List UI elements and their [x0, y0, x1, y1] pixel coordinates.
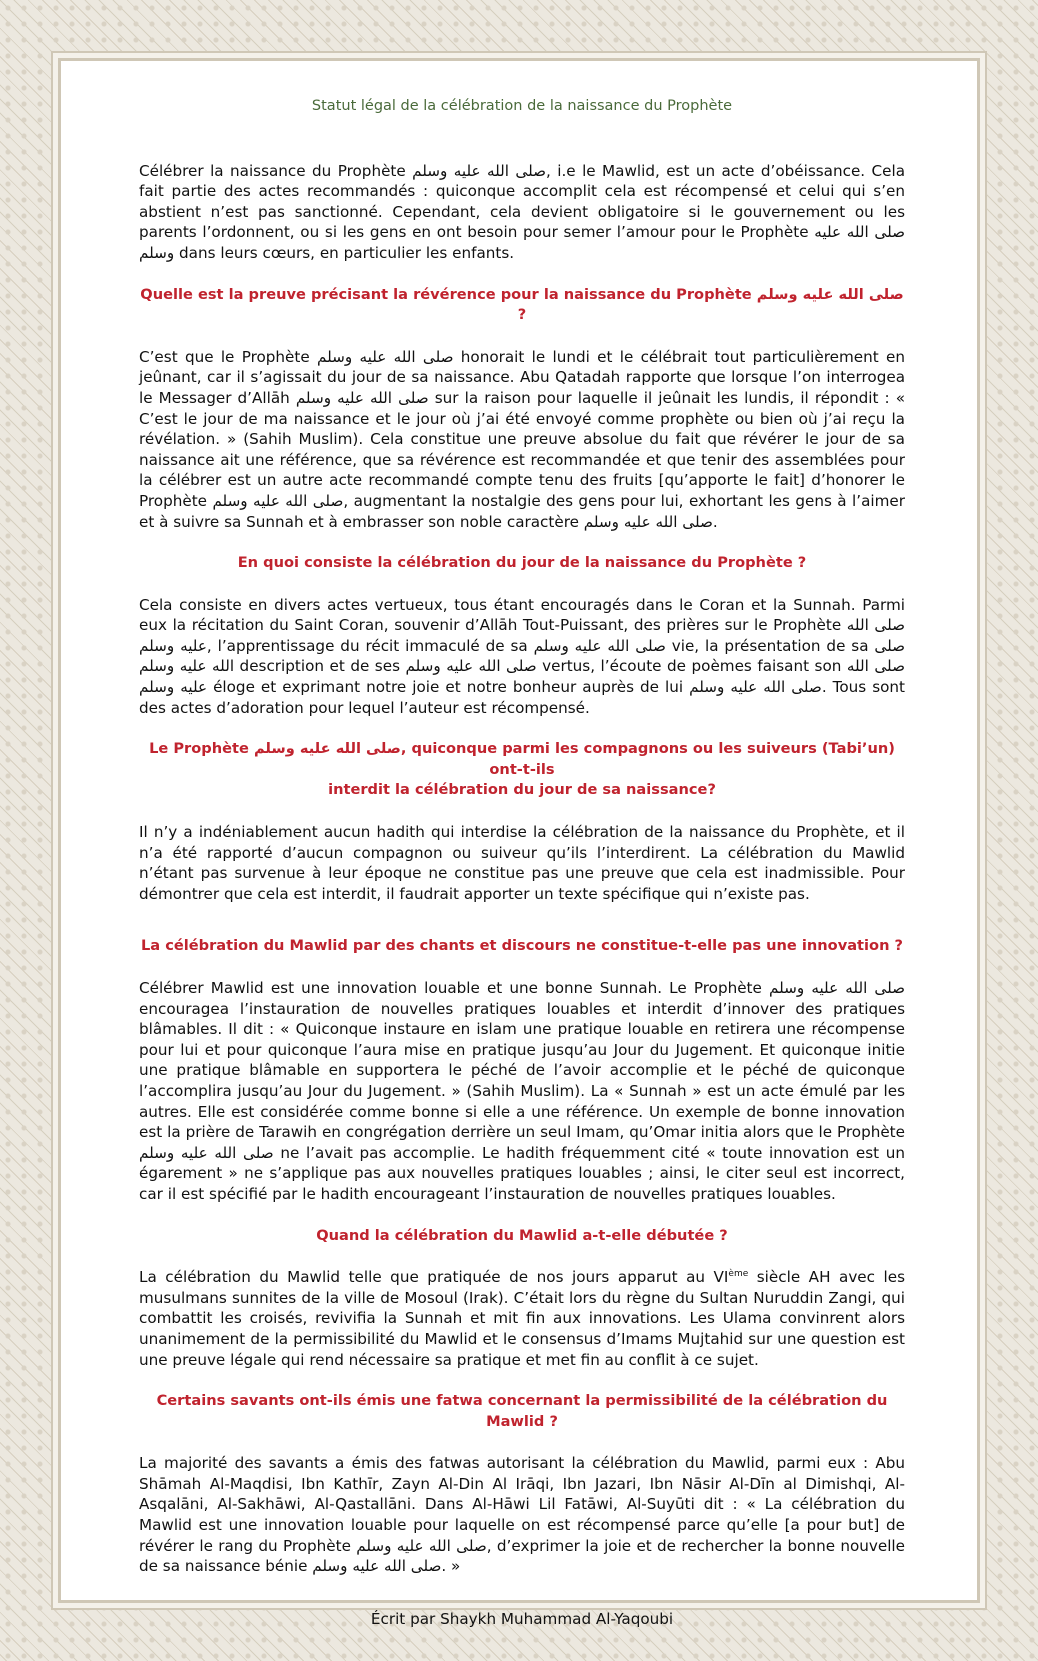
paragraph-no-prohibition: Il n’y a indéniablement aucun hadith qui interdise la célébration de la naissance du Prophète, et il n’a été rapporté d’aucun compagnon ou suiveur qu’ils l’interdirent. La célébration du Mawlid n’étant pas survenue à leur époque ne constitue pas une preuve que cela est inadmissible. Pour démontrer que cela est interdit, il faudrait apporter un texte spécifique qui n’existe pas. [139, 823, 905, 903]
question-heading-3-line1: Le Prophète صلى الله عليه وسلم, quiconque parmi les compagnons ou les suiveurs (Tabi’un) ont-t-ils [149, 740, 895, 778]
question-heading-1: Quelle est la preuve précisant la révérence pour la naissance du Prophète صلى الله عليه وسلم ? [140, 285, 904, 324]
document-body [139, 96, 905, 1629]
paragraph-intro: Célébrer la naissance du Prophète صلى الله عليه وسلم, i.e le Mawlid, est un acte d’obéissance. Cela fait partie des actes recommandés : quiconque accomplit cela est récompensé et celui qui s’en abstient n’est pas sanctionné. Cependant, cela devient obligatoire si le gouvernement ou les parents l’ordonnent, ou si les gens en ont besoin pour semer l’amour pour le Prophète صلى الله عليه وسلم dans leurs cœurs, en particulier les enfants. [139, 161, 906, 262]
question-heading-5: Quand la célébration du Mawlid a-t-elle débutée ? [316, 1226, 728, 1244]
author-signature: Écrit par Shaykh Muhammad Al-Yaqoubi [370, 1609, 674, 1628]
paragraph-fatwas: La majorité des savants a émis des fatwas autorisant la célébration du Mawlid, parmi eux : Abu Shāmah Al-Maqdisi, Ibn Kathīr, Zayn Al-Din Al Irāqi, Ibn Jazari, Ibn Nāsir Al-Dīn al Dimishqi, Al-Asqalāni, Al-Sakhāwi, Al-Qastallāni. Dans Al-Hāwi Lil Fatāwi, Al-Suyūti dit : « La célébration du Mawlid est une innovation louable pour laquelle on est récompensé parce qu’elle [a pour but] de révérer le rang du Prophète صلى الله عليه وسلم, d’exprimer la joie et de rechercher la bonne nouvelle de sa naissance bénie صلى الله عليه وسلم. » [139, 1454, 905, 1576]
paragraph-history [139, 1267, 905, 1370]
history-text-start: La célébration du Mawlid telle que pratiquée de nos jours apparut au VI [139, 1268, 729, 1287]
question-heading-3-line2: interdit la célébration du jour de sa naissance? [328, 781, 716, 799]
question-heading-3 [139, 739, 905, 801]
history-text-end: siècle AH avec les musulmans sunnites de la ville de Mosoul (Irak). C’était lors du règne du Sultan Nuruddin Zangi, qui combattit les croisés, revivifia la Sunnah et mit fin aux innovations. Les Ulama convinrent alors unanimement de la permissibilité du Mawlid et le consensus d’Imams Mujtahid sur une question est une preuve légale qui rend nécessaire sa pratique et met fin au conflit à ce sujet. [139, 1268, 906, 1369]
paragraph-innovation: Célébrer Mawlid est une innovation louable et une bonne Sunnah. Le Prophète صلى الله عليه وسلم encouragea l’instauration de nouvelles pratiques louables et interdit d’innover des pratiques blâmables. Il dit : « Quiconque instaure en islam une pratique louable en retirera une récompense pour lui et pour quiconque l’aura mise en pratique jusqu’au Jour du Jugement. Et quiconque initie une pratique blâmable en supportera le péché de l’avoir accomplie et le péché de quiconque l’accomplira jusqu’au Jour du Jugement. » (Sahih Muslim). La « Sunnah » est un acte émulé par les autres. Elle est considérée comme bonne si elle a une référence. Un exemple de bonne innovation est la prière de Tarawih en congrégation derrière un seul Imam, qu’Omar initia alors que le Prophète صلى الله عليه وسلم ne l’avait pas accomplie. Le hadith fréquemment cité « toute innovation est un égarement » ne s’applique pas aux nouvelles pratiques louables ; ainsi, le citer seul est incorrect, car il est spécifié par le hadith encourageant l’instauration de nouvelles pratiques louables. [139, 979, 906, 1203]
paragraph-proof: C’est que le Prophète صلى الله عليه وسلم honorait le lundi et le célébrait tout particulièrement en jeûnant, car il s’agissait du jour de sa naissance. Abu Qatadah rapporte que lorsque l’on interrogea le Messager d’Allāh صلى الله عليه وسلم sur la raison pour laquelle il jeûnait les lundis, il répondit : « C’est le jour de ma naissance et le jour où j’ai été envoyé comme prophète ou bien où j’ai reçu la révélation. » (Sahih Muslim). Cela constitue une preuve absolue du fait que révérer le jour de sa naissance ait une référence, que sa révérence est recommandée et que tenir des assemblées pour la célébrer est un autre acte recommandé compte tenu des fruits [qu’apporte le fait] d’honorer le Prophète صلى الله عليه وسلم, augmentant la nostalgie des gens pour lui, exhortant les gens à l’aimer et à suivre sa Sunnah et à embrasser son noble caractère صلى الله عليه وسلم. [139, 347, 906, 531]
question-heading-6: Certains savants ont-ils émis une fatwa concernant la permissibilité de la célébration du Mawlid ? [156, 1392, 888, 1430]
history-superscript: ème [728, 1269, 749, 1280]
question-heading-2: En quoi consiste la célébration du jour de la naissance du Prophète ? [237, 554, 807, 572]
question-heading-4: La célébration du Mawlid par des chants et discours ne constitue-t-elle pas une innovation ? [140, 937, 904, 955]
paragraph-acts: Cela consiste en divers actes vertueux, tous étant encouragés dans le Coran et la Sunnah. Parmi eux la récitation du Saint Coran, souvenir d’Allāh Tout-Puissant, des prières sur le Prophète صلى الله عليه وسلم, l’apprentissage du récit immaculé de sa صلى الله عليه وسلم vie, la présentation de sa صلى الله عليه وسلم description et de ses صلى الله عليه وسلم vertus, l’écoute de poèmes faisant son صلى الله عليه وسلم éloge et exprimant notre joie et notre bonheur auprès de lui صلى الله عليه وسلم. Tous sont des actes d’adoration pour lequel l’auteur est récompensé. [139, 595, 906, 717]
page-title: Statut légal de la célébration de la naissance du Prophète [311, 98, 733, 114]
